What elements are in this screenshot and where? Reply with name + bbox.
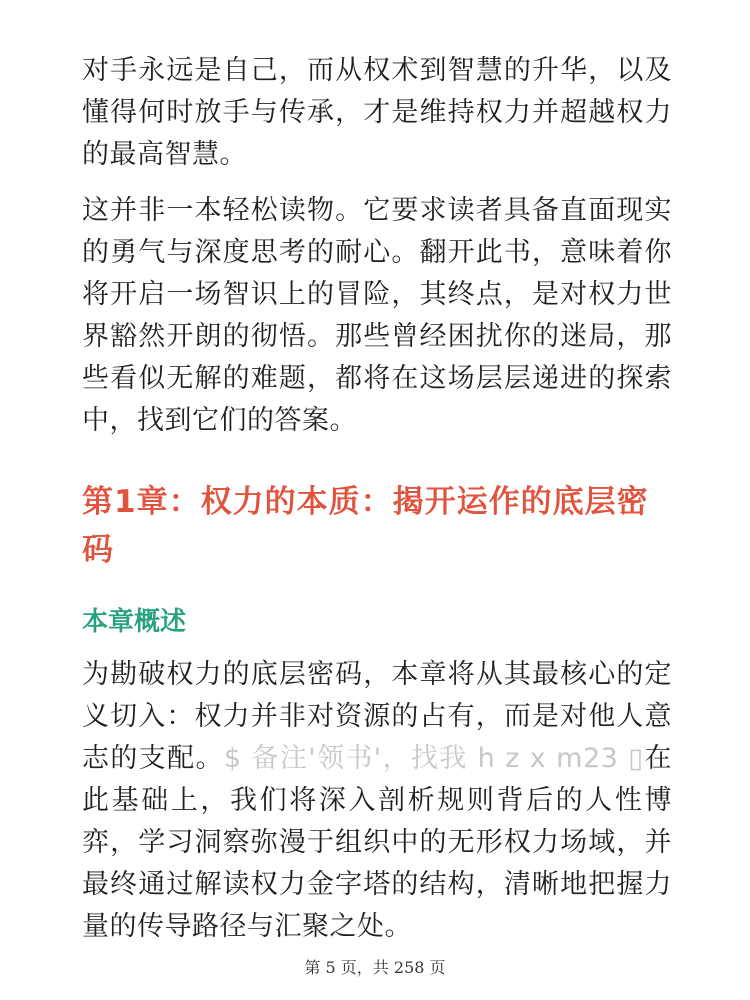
- overview-text-after: 在此基础上，我们将深入剖析规则背后的人性博弈，学习洞察弥漫于组织中的无形权力场域，并最终通过解读权力金字塔的结构，清晰地把握力量的传导路径与汇聚之处。: [82, 743, 673, 942]
- page-content: [82, 50, 672, 948]
- intro-paragraph-1: 对手永远是自己，而从权术到智慧的升华，以及懂得何时放手与传承，才是维持权力并超越权力的最高智慧。: [82, 55, 672, 170]
- watermark-text: $ 备注'领书'，找我 h z x m23 ▯: [223, 743, 644, 774]
- chapter-overview-paragraph: [82, 654, 672, 948]
- overview-text-before: 为勘破权力的底层密码，本章将从其最核心的定义切入：权力并非对资源的占有，而是对他人意志的支配。: [82, 659, 672, 774]
- page-number-footer: 第 5 页，共 258 页: [304, 958, 446, 977]
- chapter-title: 第1章：权力的本质：揭开运作的底层密码: [82, 484, 649, 568]
- section-title: 本章概述: [82, 607, 187, 637]
- intro-paragraph-2: 这并非一本轻松读物。它要求读者具备直面现实的勇气与深度思考的耐心。翻开此书，意味着你将开启一场智识上的冒险，其终点，是对权力世界豁然开朗的彻悟。那些曾经困扰你的迷局，那些看似无解的难题，都将在这场层层递进的探索中，找到它们的答案。: [82, 195, 672, 436]
